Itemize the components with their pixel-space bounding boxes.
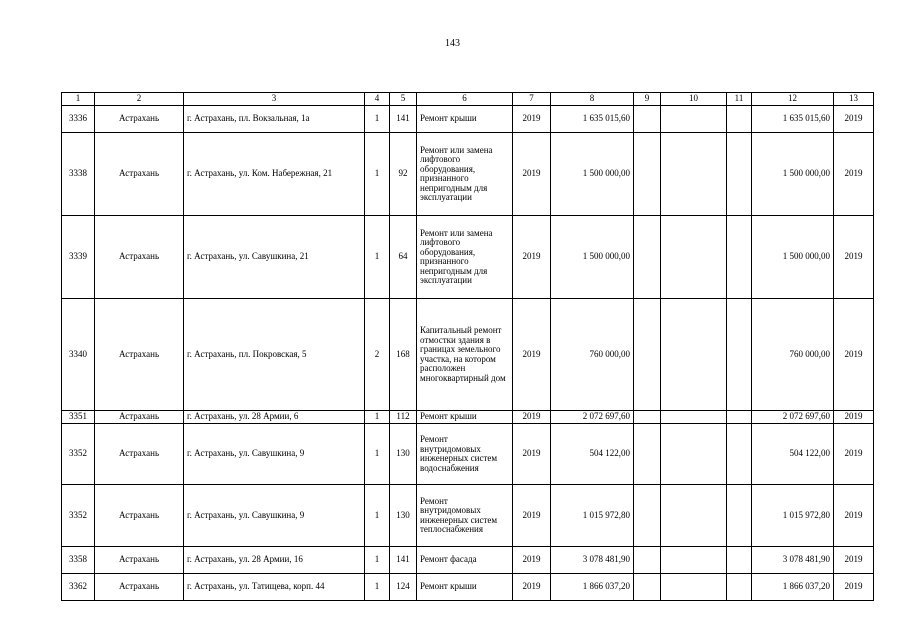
cell-year: 2019 bbox=[513, 299, 551, 411]
cell-cost: 3 078 481,90 bbox=[551, 547, 634, 574]
cell-work-type: Ремонт или замена лифтового оборудования, признанного непригодным для эксплуатации bbox=[417, 216, 513, 299]
cell-address: г. Астрахань, ул. 28 Армии, 6 bbox=[184, 411, 365, 424]
cell-col9 bbox=[634, 106, 661, 133]
cell-number: 3352 bbox=[62, 424, 95, 485]
cell-col9 bbox=[634, 299, 661, 411]
cell-col11 bbox=[727, 574, 752, 601]
cell-cost: 504 122,00 bbox=[551, 424, 634, 485]
cell-address: г. Астрахань, ул. Савушкина, 21 bbox=[184, 216, 365, 299]
cell-work-type: Ремонт внутридомовых инженерных систем теплоснабжения bbox=[417, 485, 513, 547]
cell-col9 bbox=[634, 574, 661, 601]
cell-col4: 1 bbox=[365, 485, 390, 547]
cell-col11 bbox=[727, 485, 752, 547]
column-number-row bbox=[62, 93, 874, 106]
column-header: 7 bbox=[513, 93, 551, 106]
cell-year: 2019 bbox=[513, 574, 551, 601]
column-header: 10 bbox=[661, 93, 727, 106]
cell-col5: 130 bbox=[390, 485, 417, 547]
cell-city: Астрахань bbox=[95, 574, 184, 601]
cell-number: 3352 bbox=[62, 485, 95, 547]
table-row bbox=[62, 424, 874, 485]
cell-col10 bbox=[661, 485, 727, 547]
cell-city: Астрахань bbox=[95, 547, 184, 574]
cell-cost: 760 000,00 bbox=[551, 299, 634, 411]
cell-year: 2019 bbox=[513, 424, 551, 485]
cell-year: 2019 bbox=[513, 133, 551, 216]
cell-number: 3340 bbox=[62, 299, 95, 411]
cell-col9 bbox=[634, 133, 661, 216]
cell-address: г. Астрахань, ул. Татищева, корп. 44 bbox=[184, 574, 365, 601]
cell-cost: 1 015 972,80 bbox=[551, 485, 634, 547]
cell-col5: 64 bbox=[390, 216, 417, 299]
table-row bbox=[62, 133, 874, 216]
cell-cost: 1 866 037,20 bbox=[551, 574, 634, 601]
cell-col4: 1 bbox=[365, 411, 390, 424]
column-header: 4 bbox=[365, 93, 390, 106]
table-row bbox=[62, 216, 874, 299]
cell-city: Астрахань bbox=[95, 411, 184, 424]
cell-col5: 130 bbox=[390, 424, 417, 485]
cell-col10 bbox=[661, 216, 727, 299]
column-header: 3 bbox=[184, 93, 365, 106]
cell-col10 bbox=[661, 547, 727, 574]
cell-col9 bbox=[634, 411, 661, 424]
cell-col5: 141 bbox=[390, 547, 417, 574]
cell-work-type: Ремонт внутридомовых инженерных систем водоснабжения bbox=[417, 424, 513, 485]
cell-col11 bbox=[727, 299, 752, 411]
cell-col5: 92 bbox=[390, 133, 417, 216]
cell-year-end: 2019 bbox=[834, 485, 874, 547]
table-row bbox=[62, 485, 874, 547]
cell-city: Астрахань bbox=[95, 424, 184, 485]
cell-year-end: 2019 bbox=[834, 547, 874, 574]
column-header: 11 bbox=[727, 93, 752, 106]
cell-col11 bbox=[727, 216, 752, 299]
cell-address: г. Астрахань, ул. Савушкина, 9 bbox=[184, 424, 365, 485]
cell-total: 3 078 481,90 bbox=[752, 547, 834, 574]
column-header: 12 bbox=[752, 93, 834, 106]
cell-year-end: 2019 bbox=[834, 133, 874, 216]
cell-total: 504 122,00 bbox=[752, 424, 834, 485]
cell-address: г. Астрахань, ул. 28 Армии, 16 bbox=[184, 547, 365, 574]
cell-work-type: Ремонт фасада bbox=[417, 547, 513, 574]
cell-city: Астрахань bbox=[95, 216, 184, 299]
cell-col9 bbox=[634, 424, 661, 485]
cell-year-end: 2019 bbox=[834, 106, 874, 133]
cell-col5: 168 bbox=[390, 299, 417, 411]
cell-total: 2 072 697,60 bbox=[752, 411, 834, 424]
cell-address: г. Астрахань, пл. Вокзальная, 1а bbox=[184, 106, 365, 133]
cell-work-type: Капитальный ремонт отмостки здания в границах земельного участка, на котором расположен многоквартирный дом bbox=[417, 299, 513, 411]
cell-col4: 1 bbox=[365, 133, 390, 216]
page-number: 143 bbox=[445, 38, 460, 49]
cell-year: 2019 bbox=[513, 216, 551, 299]
table-row bbox=[62, 411, 874, 424]
cell-col11 bbox=[727, 424, 752, 485]
cell-number: 3351 bbox=[62, 411, 95, 424]
cell-col11 bbox=[727, 547, 752, 574]
cell-year-end: 2019 bbox=[834, 216, 874, 299]
cell-col11 bbox=[727, 106, 752, 133]
cell-address: г. Астрахань, пл. Покровская, 5 bbox=[184, 299, 365, 411]
cell-number: 3362 bbox=[62, 574, 95, 601]
cell-col4: 1 bbox=[365, 424, 390, 485]
cell-total: 1 635 015,60 bbox=[752, 106, 834, 133]
cell-col5: 112 bbox=[390, 411, 417, 424]
column-header: 1 bbox=[62, 93, 95, 106]
table-row bbox=[62, 547, 874, 574]
cell-col10 bbox=[661, 106, 727, 133]
cell-col4: 2 bbox=[365, 299, 390, 411]
cell-cost: 1 635 015,60 bbox=[551, 106, 634, 133]
cell-total: 1 015 972,80 bbox=[752, 485, 834, 547]
column-header: 9 bbox=[634, 93, 661, 106]
cell-col4: 1 bbox=[365, 106, 390, 133]
cell-col11 bbox=[727, 411, 752, 424]
cell-total: 1 866 037,20 bbox=[752, 574, 834, 601]
column-header: 5 bbox=[390, 93, 417, 106]
cell-work-type: Ремонт крыши bbox=[417, 574, 513, 601]
cell-col9 bbox=[634, 547, 661, 574]
cell-total: 1 500 000,00 bbox=[752, 133, 834, 216]
register-table bbox=[61, 92, 874, 601]
table-body bbox=[62, 93, 874, 601]
cell-cost: 2 072 697,60 bbox=[551, 411, 634, 424]
cell-col5: 124 bbox=[390, 574, 417, 601]
cell-col11 bbox=[727, 133, 752, 216]
cell-year: 2019 bbox=[513, 485, 551, 547]
cell-address: г. Астрахань, ул. Ком. Набережная, 21 bbox=[184, 133, 365, 216]
cell-year: 2019 bbox=[513, 411, 551, 424]
cell-col9 bbox=[634, 216, 661, 299]
cell-cost: 1 500 000,00 bbox=[551, 133, 634, 216]
table-row bbox=[62, 574, 874, 601]
cell-work-type: Ремонт крыши bbox=[417, 411, 513, 424]
cell-year: 2019 bbox=[513, 547, 551, 574]
cell-year-end: 2019 bbox=[834, 574, 874, 601]
cell-cost: 1 500 000,00 bbox=[551, 216, 634, 299]
cell-city: Астрахань bbox=[95, 299, 184, 411]
cell-year-end: 2019 bbox=[834, 299, 874, 411]
cell-city: Астрахань bbox=[95, 133, 184, 216]
cell-work-type: Ремонт крыши bbox=[417, 106, 513, 133]
cell-col9 bbox=[634, 485, 661, 547]
column-header: 2 bbox=[95, 93, 184, 106]
cell-col4: 1 bbox=[365, 574, 390, 601]
cell-number: 3339 bbox=[62, 216, 95, 299]
cell-number: 3336 bbox=[62, 106, 95, 133]
cell-col10 bbox=[661, 424, 727, 485]
cell-city: Астрахань bbox=[95, 106, 184, 133]
cell-year-end: 2019 bbox=[834, 411, 874, 424]
cell-col10 bbox=[661, 411, 727, 424]
cell-col10 bbox=[661, 133, 727, 216]
cell-col5: 141 bbox=[390, 106, 417, 133]
cell-city: Астрахань bbox=[95, 485, 184, 547]
cell-year: 2019 bbox=[513, 106, 551, 133]
cell-number: 3338 bbox=[62, 133, 95, 216]
column-header: 8 bbox=[551, 93, 634, 106]
cell-col4: 1 bbox=[365, 547, 390, 574]
cell-total: 1 500 000,00 bbox=[752, 216, 834, 299]
cell-total: 760 000,00 bbox=[752, 299, 834, 411]
column-header: 13 bbox=[834, 93, 874, 106]
column-header: 6 bbox=[417, 93, 513, 106]
cell-year-end: 2019 bbox=[834, 424, 874, 485]
cell-address: г. Астрахань, ул. Савушкина, 9 bbox=[184, 485, 365, 547]
cell-col10 bbox=[661, 574, 727, 601]
table-row bbox=[62, 106, 874, 133]
table-row bbox=[62, 299, 874, 411]
cell-number: 3358 bbox=[62, 547, 95, 574]
cell-work-type: Ремонт или замена лифтового оборудования, признанного непригодным для эксплуатации bbox=[417, 133, 513, 216]
cell-col4: 1 bbox=[365, 216, 390, 299]
cell-col10 bbox=[661, 299, 727, 411]
